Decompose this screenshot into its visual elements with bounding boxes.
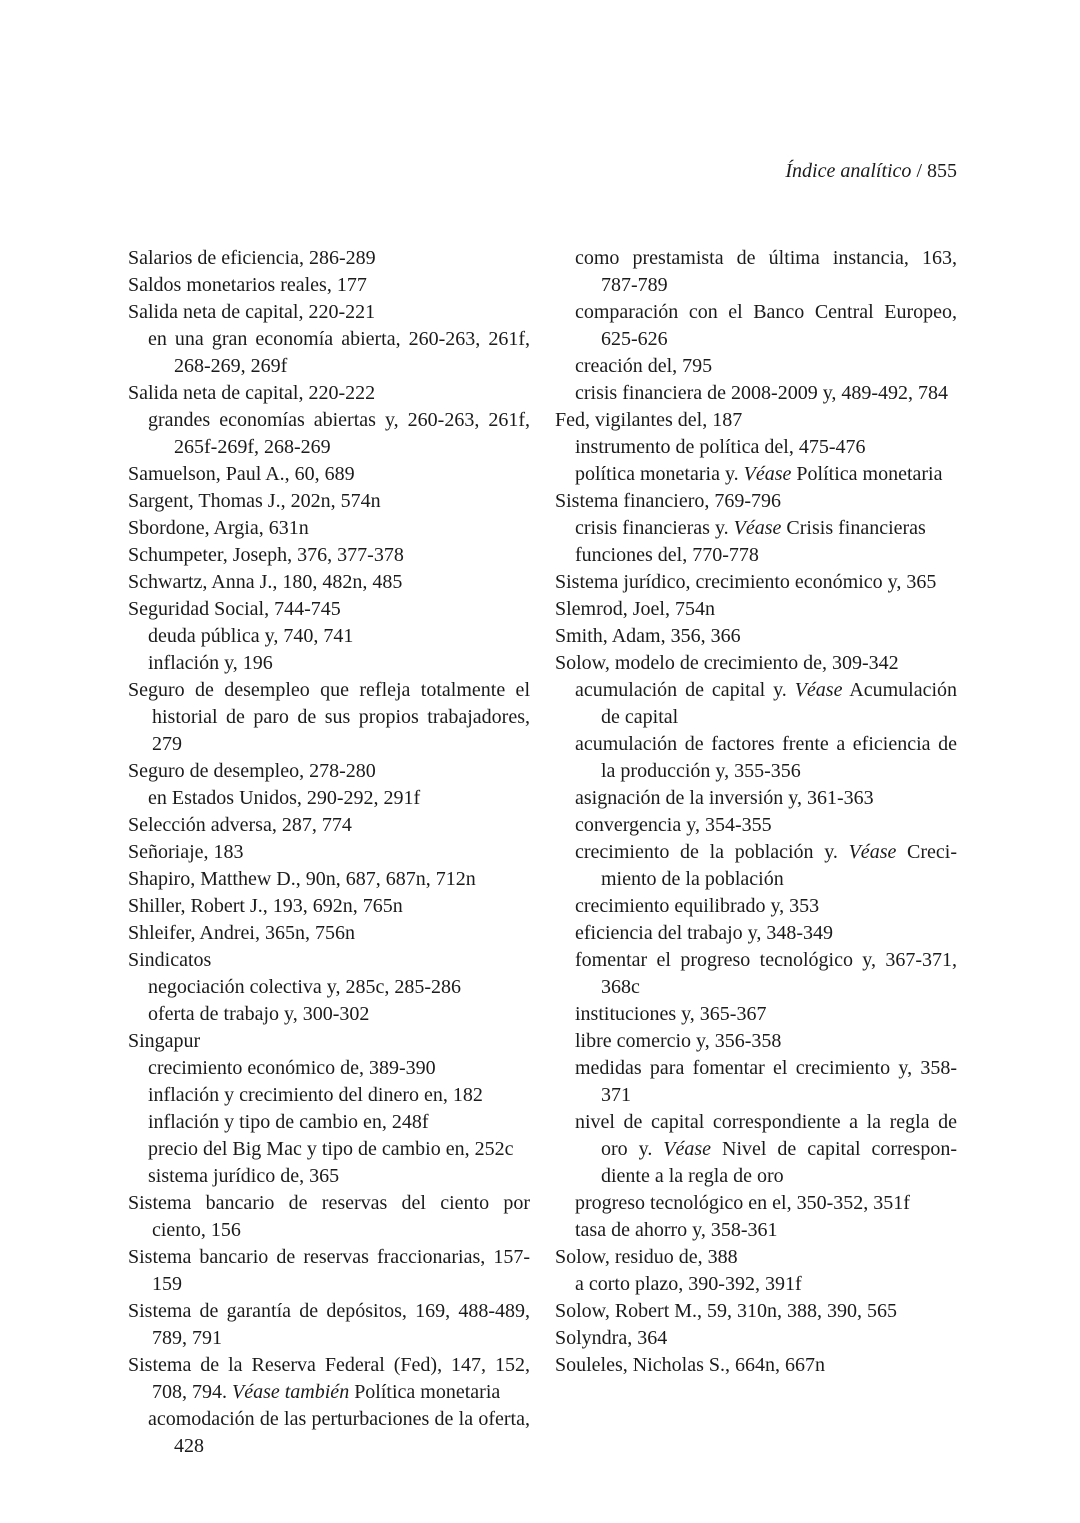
index-subentry — [555, 947, 957, 1001]
index-entry-text: comparación con el Banco Central Europeo, 625-626 — [575, 301, 957, 350]
running-head-separator: / — [911, 160, 927, 182]
index-entry-text: Sistema bancario de reservas fraccionarias, 157-159 — [128, 1246, 530, 1295]
index-subentry — [555, 434, 957, 461]
index-entry-text: oferta de trabajo y, 300-302 — [148, 1003, 370, 1025]
index-subentry — [555, 839, 957, 893]
index-entry — [128, 542, 530, 569]
index-entry-text: Slemrod, Joel, 754n — [555, 598, 715, 620]
index-entry — [555, 650, 957, 677]
index-entry-text: Shleifer, Andrei, 365n, 756n — [128, 922, 355, 944]
index-entry — [555, 1298, 957, 1325]
index-entry-text: Solyndra, 364 — [555, 1327, 668, 1349]
index-entry — [128, 1190, 530, 1244]
index-entry-text: Salida neta de capital, 220-222 — [128, 382, 376, 404]
index-entry-text: Sistema de garantía de depósitos, 169, 488-489, 789, 791 — [128, 1300, 530, 1349]
index-entry-text: Sbordone, Argia, 631n — [128, 517, 309, 539]
index-entry-text: grandes economías abiertas y, 260-263, 261f, 265f-269f, 268-269 — [148, 409, 530, 458]
index-entry-text: acumulación de factores frente a eficiencia de la producción y, 355-356 — [575, 733, 957, 782]
index-entry — [555, 1352, 957, 1379]
index-subentry — [128, 326, 530, 380]
index-subentry — [128, 650, 530, 677]
index-entry — [555, 1244, 957, 1271]
index-subentry — [128, 1109, 530, 1136]
index-entry-text: Crecimiento de la población — [601, 841, 958, 890]
index-subentry — [128, 1055, 530, 1082]
index-entry — [128, 677, 530, 758]
index-entry-text: en una gran economía abierta, 260-263, 261f, 268-269, 269f — [148, 328, 530, 377]
index-entry-text: Solow, Robert M., 59, 310n, 388, 390, 565 — [555, 1300, 898, 1322]
index-entry-text: libre comercio y, 356-358 — [575, 1030, 782, 1052]
index-entry-text: Salida neta de capital, 220-221 — [128, 301, 376, 323]
cross-reference-label: Véase — [848, 841, 897, 863]
index-subentry — [555, 920, 957, 947]
index-entry — [128, 947, 530, 974]
index-entry — [555, 596, 957, 623]
index-entry-text: Acumulación de capital — [601, 679, 957, 728]
index-entry — [128, 920, 530, 947]
index-entry-text: inflación y, 196 — [148, 652, 273, 674]
index-entry-text: Sistema bancario de reservas del ciento por ciento, 156 — [128, 1192, 530, 1241]
cross-reference-label: Véase — [733, 517, 782, 539]
index-entry-text: asignación de la inversión y, 361-363 — [575, 787, 874, 809]
index-subentry — [128, 1163, 530, 1190]
index-entry-text: en Estados Unidos, 290-292, 291f — [148, 787, 421, 809]
index-subentry — [555, 461, 957, 488]
index-entry — [128, 839, 530, 866]
index-entry — [128, 1298, 530, 1352]
index-entry — [128, 812, 530, 839]
index-entry-text: convergencia y, 354-355 — [575, 814, 772, 836]
index-entry-text: acumulación de capital y. — [575, 679, 795, 701]
index-subentry — [555, 353, 957, 380]
index-entry — [128, 380, 530, 407]
index-subentry — [555, 1217, 957, 1244]
index-subentry — [128, 623, 530, 650]
index-subentry — [555, 542, 957, 569]
index-entry-text: negociación colectiva y, 285c, 285-286 — [148, 976, 462, 998]
index-entry-text: Singapur — [128, 1030, 201, 1052]
index-entry-text: sistema jurídico de, 365 — [148, 1165, 340, 1187]
index-subentry — [555, 1271, 957, 1298]
index-entry-text: funciones del, 770-778 — [575, 544, 759, 566]
index-entry-text: Seguro de desempleo, 278-280 — [128, 760, 376, 782]
index-subentry — [555, 1028, 957, 1055]
cross-reference-label: Véase también — [232, 1381, 350, 1403]
running-head — [128, 131, 957, 212]
index-entry-text: Política monetaria — [349, 1381, 501, 1403]
cross-reference-label: Véase — [663, 1138, 712, 1160]
index-entry-text: crecimiento de la población y. — [575, 841, 849, 863]
index-subentry — [555, 677, 957, 731]
index-column-left — [128, 245, 530, 1460]
index-entry — [555, 407, 957, 434]
index-entry-text: tasa de ahorro y, 358-361 — [575, 1219, 778, 1241]
index-entry-text: Solow, residuo de, 388 — [555, 1246, 738, 1268]
index-subentry — [555, 1109, 957, 1190]
index-subentry — [555, 812, 957, 839]
index-entry-text: instrumento de política del, 475-476 — [575, 436, 866, 458]
index-entry — [128, 866, 530, 893]
index-entry-text: Shiller, Robert J., 193, 692n, 765n — [128, 895, 403, 917]
index-subentry — [555, 380, 957, 407]
index-subentry — [555, 299, 957, 353]
index-entry — [128, 272, 530, 299]
running-head-title: Índice analítico — [785, 160, 912, 182]
index-subentry — [555, 893, 957, 920]
index-subentry — [128, 974, 530, 1001]
index-entry-text: Sistema jurídico, crecimiento económico y, 365 — [555, 571, 937, 593]
index-entry-text: como prestamista de última instancia, 163, 787-789 — [575, 247, 957, 296]
index-entry-text: Schumpeter, Joseph, 376, 377-378 — [128, 544, 404, 566]
index-entry — [128, 1352, 530, 1406]
index-entry-text: Seguro de desempleo que refleja totalmente el historial de paro de sus propios trabajadores, 279 — [128, 679, 530, 755]
running-head-page-number: 855 — [927, 160, 957, 182]
index-entry — [555, 569, 957, 596]
index-subentry — [128, 1082, 530, 1109]
index-entry-text: Nivel de capital correspondiente a la regla de oro — [601, 1138, 957, 1187]
index-entry-text: Sindicatos — [128, 949, 212, 971]
index-entry-text: fomentar el progreso tecnológico y, 367-371, 368c — [575, 949, 957, 998]
index-entry-text: crisis financieras y. — [575, 517, 734, 539]
index-entry — [128, 596, 530, 623]
index-entry-text: Seguridad Social, 744-745 — [128, 598, 341, 620]
index-entry-text: Solow, modelo de crecimiento de, 309-342 — [555, 652, 899, 674]
index-columns — [128, 245, 957, 1460]
index-entry — [128, 515, 530, 542]
index-entry-text: nivel de capital correspondiente a la regla de oro y. — [575, 1111, 957, 1160]
index-entry-text: Sistema financiero, 769-796 — [555, 490, 782, 512]
index-entry-text: Fed, vigilantes del, 187 — [555, 409, 743, 431]
index-entry-text: Crisis financieras — [781, 517, 926, 539]
index-entry-text: deuda pública y, 740, 741 — [148, 625, 354, 647]
index-entry-text: acomodación de las perturbaciones de la oferta, 428 — [148, 1408, 530, 1457]
index-entry — [555, 488, 957, 515]
index-entry — [128, 893, 530, 920]
index-entry-text: instituciones y, 365-367 — [575, 1003, 767, 1025]
cross-reference-label: Véase — [743, 463, 792, 485]
index-column-right — [555, 245, 957, 1379]
index-entry — [128, 758, 530, 785]
index-entry-text: Souleles, Nicholas S., 664n, 667n — [555, 1354, 825, 1376]
index-entry-text: Señoriaje, 183 — [128, 841, 244, 863]
index-entry-text: progreso tecnológico en el, 350-352, 351f — [575, 1192, 910, 1214]
index-subentry — [128, 785, 530, 812]
index-subentry — [128, 1406, 530, 1460]
index-entry — [555, 623, 957, 650]
index-entry-text: Selección adversa, 287, 774 — [128, 814, 352, 836]
index-subentry — [555, 785, 957, 812]
index-subentry — [555, 245, 957, 299]
index-entry — [128, 461, 530, 488]
index-entry-text: Política monetaria — [791, 463, 943, 485]
index-entry-text: medidas para fomentar el crecimiento y, 358-371 — [575, 1057, 957, 1106]
index-entry-text: Schwartz, Anna J., 180, 482n, 485 — [128, 571, 403, 593]
index-entry — [128, 488, 530, 515]
index-subentry — [128, 407, 530, 461]
index-entry-text: crecimiento económico de, 389-390 — [148, 1057, 436, 1079]
cross-reference-label: Véase — [794, 679, 843, 701]
index-entry-text: Salarios de eficiencia, 286-289 — [128, 247, 376, 269]
index-entry — [128, 245, 530, 272]
index-entry-text: creación del, 795 — [575, 355, 713, 377]
index-entry-text: crecimiento equilibrado y, 353 — [575, 895, 820, 917]
index-subentry — [555, 1190, 957, 1217]
index-entry-text: eficiencia del trabajo y, 348-349 — [575, 922, 834, 944]
index-entry-text: Sargent, Thomas J., 202n, 574n — [128, 490, 381, 512]
index-entry-text: Shapiro, Matthew D., 90n, 687, 687n, 712n — [128, 868, 476, 890]
index-entry-text: Saldos monetarios reales, 177 — [128, 274, 367, 296]
index-entry-text: política monetaria y. — [575, 463, 744, 485]
index-entry — [128, 1244, 530, 1298]
index-subentry — [128, 1136, 530, 1163]
index-entry-text: inflación y tipo de cambio en, 248f — [148, 1111, 429, 1133]
index-subentry — [555, 1001, 957, 1028]
index-entry — [128, 299, 530, 326]
index-entry — [128, 1028, 530, 1055]
index-subentry — [128, 1001, 530, 1028]
index-subentry — [555, 731, 957, 785]
index-entry-text: Samuelson, Paul A., 60, 689 — [128, 463, 355, 485]
index-entry-text: precio del Big Mac y tipo de cambio en, 252c — [148, 1138, 514, 1160]
index-entry — [128, 569, 530, 596]
index-entry-text: a corto plazo, 390-392, 391f — [575, 1273, 802, 1295]
index-subentry — [555, 515, 957, 542]
index-entry — [555, 1325, 957, 1352]
index-entry-text: Sistema de la Reserva Federal (Fed), 147, 152, 708, 794. — [128, 1354, 530, 1403]
index-entry-text: Smith, Adam, 356, 366 — [555, 625, 741, 647]
index-entry-text: crisis financiera de 2008-2009 y, 489-492, 784 — [575, 382, 949, 404]
index-entry-text: inflación y crecimiento del dinero en, 182 — [148, 1084, 483, 1106]
index-subentry — [555, 1055, 957, 1109]
